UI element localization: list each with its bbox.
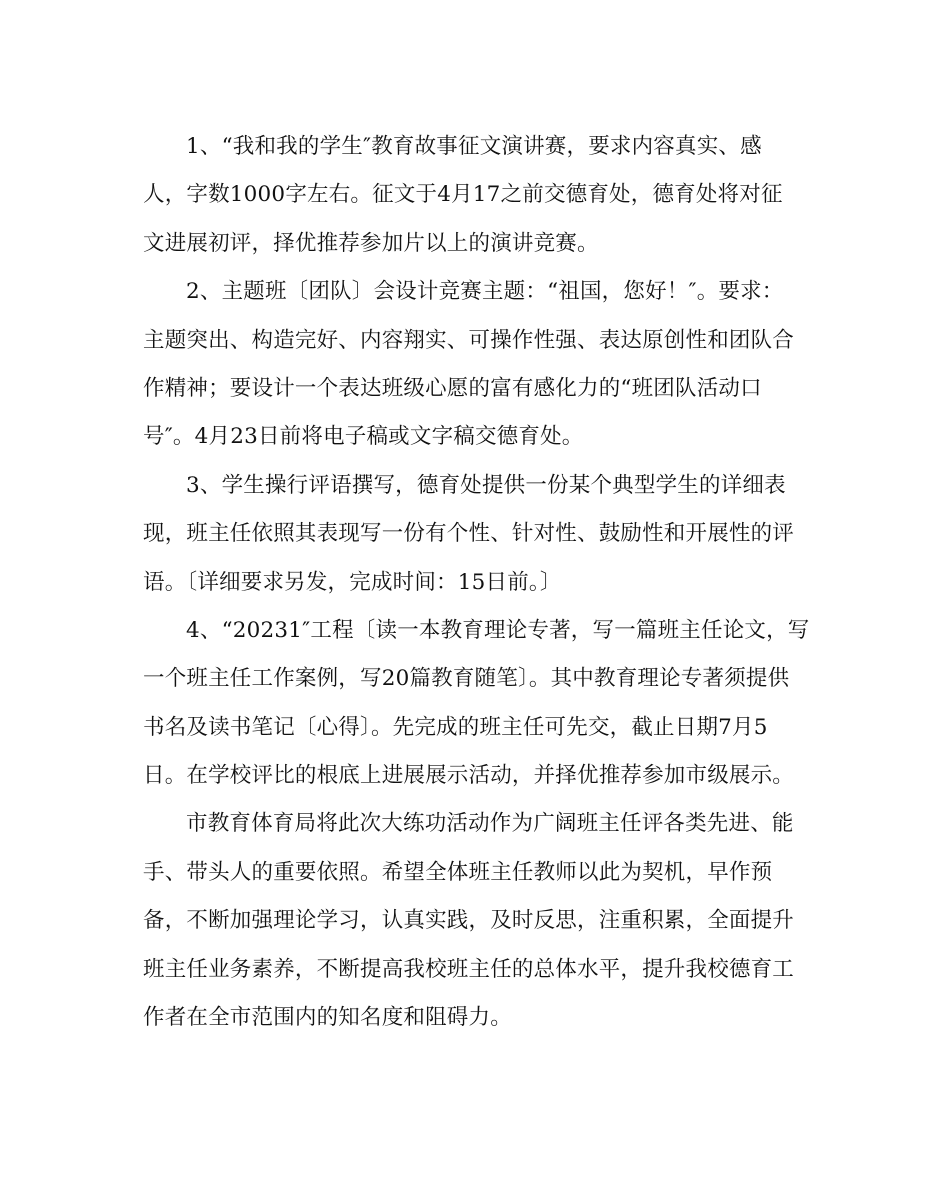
text-line: 2、主题班〔团队〕会设计竞赛主题：“祖国，您好！″。要求： <box>186 279 784 305</box>
text-line: 文进展初评，择优推荐参加片以上的演讲竞赛。 <box>143 230 599 256</box>
text-line: 3、学生操行评语撰写，德育处提供一份某个典型学生的详细表 <box>186 472 786 498</box>
paragraph-item-3 <box>143 462 807 607</box>
text-line: 班主任业务素养，不断提高我校班主任的总体水平，提升我校德育工 <box>143 956 795 982</box>
paragraph-item-1 <box>143 123 807 268</box>
text-line: 一个班主任工作案例，写20篇教育随笔〕。其中教育理论专著须提供 <box>143 666 790 692</box>
text-line: 作者在全市范围内的知名度和阻碍力。 <box>143 1005 512 1031</box>
text-line: 手、带头人的重要依照。希望全体班主任教师以此为契机，早作预 <box>143 859 773 885</box>
text-line: 人，字数1000字左右。征文于4月17之前交德育处，德育处将对征 <box>143 182 783 208</box>
text-line: 作精神；要设计一个表达班级心愿的富有感化力的“班团队活动口 <box>143 375 762 401</box>
text-line: 市教育体育局将此次大练功活动作为广阔班主任评各类先进、能 <box>186 811 794 837</box>
text-line: 4、“20231″工程〔读一本教育理论专著，写一篇班主任论文，写 <box>186 617 810 643</box>
paragraph-item-2 <box>143 268 807 462</box>
paragraph-closing <box>143 800 807 1042</box>
paragraph-item-4 <box>143 607 810 801</box>
text-line: 号″。4月23日前将电子稿或文字稿交德育处。 <box>143 424 584 450</box>
text-line: 备，不断加强理论学习，认真实践，及时反思，注重积累，全面提升 <box>143 908 795 934</box>
text-line: 现，班主任依照其表现写一份有个性、针对性、鼓励性和开展性的评 <box>143 521 795 547</box>
text-line: 主题突出、构造完好、内容翔实、可操作性强、表达原创性和团队合 <box>143 327 795 353</box>
text-line: 语。〔详细要求另发，完成时间：15日前。〕 <box>143 569 562 595</box>
text-line: 1、“我和我的学生″教育故事征文演讲赛，要求内容真实、感 <box>186 134 762 159</box>
document-body <box>143 123 810 1042</box>
text-line: 日。在学校评比的根底上进展展示活动，并择优推荐参加市级展示。 <box>143 763 795 789</box>
text-line: 书名及读书笔记〔心得〕。先完成的班主任可先交，截止日期7月5 <box>143 714 768 740</box>
